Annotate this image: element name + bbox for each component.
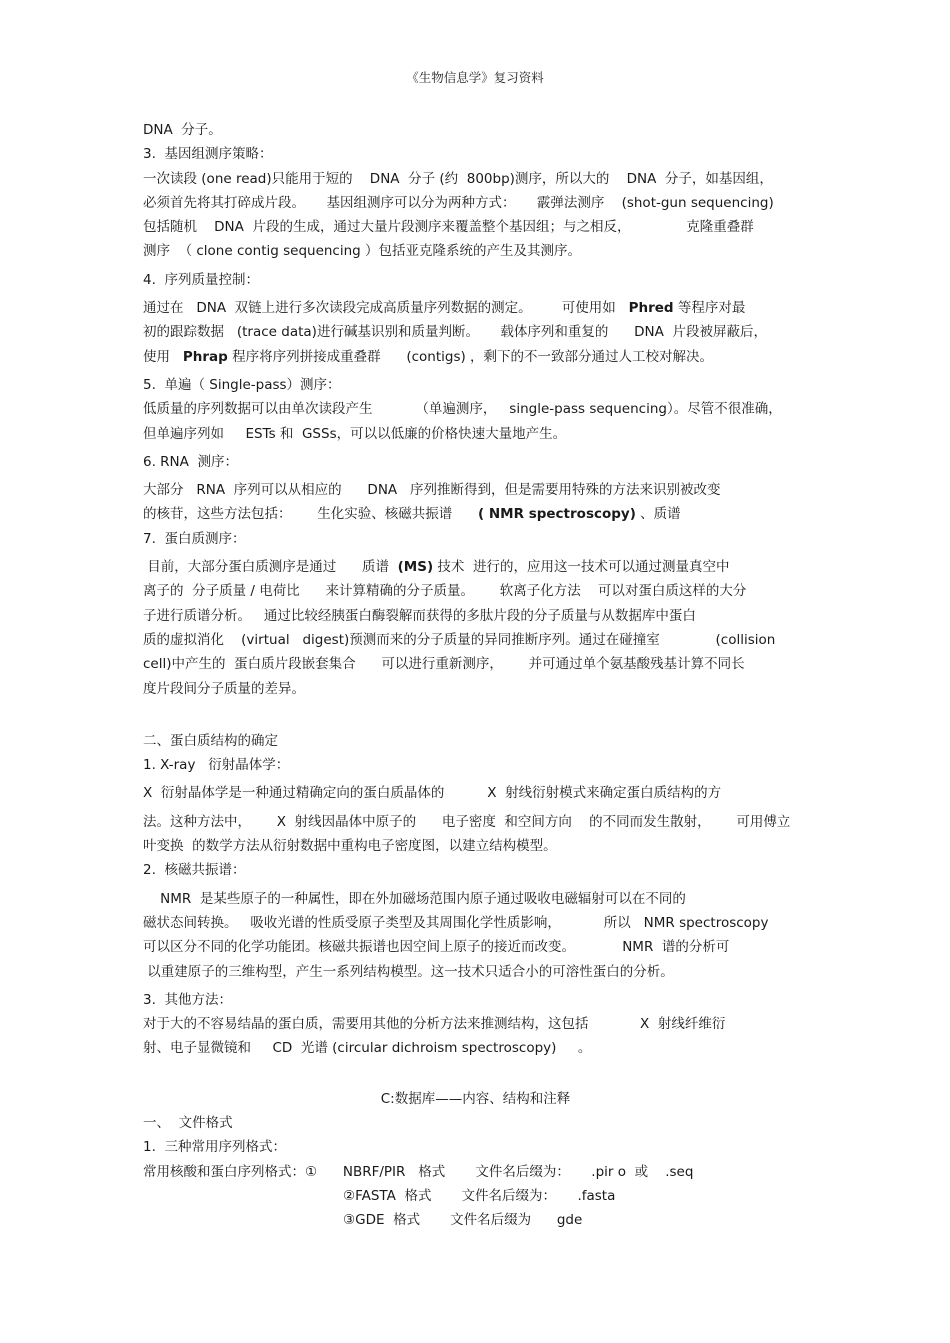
paragraph-line: 初的跟踪数据 (trace data)进行碱基识别和质量判断。 载体序列和重复的 DNA 片段被屏蔽后，	[143, 324, 767, 341]
heading-protein-structure: 二、蛋白质结构的确定	[143, 732, 278, 749]
page-header: 《生物信息学》复习资料	[406, 70, 544, 85]
paragraph-line: NMR 是某些原子的一种属性，即在外加磁场范围内原子通过吸收电磁辐射可以在不同的	[143, 890, 686, 907]
format-list-item: ②FASTA 格式 文件名后缀为： .fasta	[343, 1187, 616, 1204]
paragraph-line: 法。这种方法中， X 射线因晶体中原子的 电子密度 和空间方向 的不同而发生散射， 可用傅立	[143, 813, 791, 830]
text-run: 目前，大部分蛋白质测序是通过 质谱	[143, 559, 398, 576]
text-run: 、质谱	[635, 506, 681, 523]
paragraph-line: X 衍射晶体学是一种通过精确定向的蛋白质晶体的 X 射线衍射模式来确定蛋白质结构的方	[143, 785, 722, 802]
paragraph-line: 大部分 RNA 序列可以从相应的 DNA 序列推断得到，但是需要用特殊的方法来识别被改变	[143, 482, 721, 499]
paragraph-line: 包括随机 DNA 片段的生成，通过大量片段测序来覆盖整个基因组；与之相反， 克隆重叠群	[143, 219, 754, 236]
text-run: 使用	[143, 348, 183, 365]
paragraph-line	[143, 296, 808, 320]
bold-term-nmr: ( NMR spectroscopy)	[478, 506, 636, 523]
paragraph-line: 离子的 分子质量 / 电荷比 来计算精确的分子质量。 软离子化方法 可以对蛋白质这样的大分	[143, 583, 747, 600]
paragraph-line: 射、电子显微镜和 CD 光谱 (circular dichroism spectroscopy) 。	[143, 1040, 592, 1057]
text-run: 技术 进行的，应用这一技术可以通过测量真空中	[433, 559, 730, 576]
text-run: 程序将序列拼接成重叠群 (contigs) ，剩下的不一致部分通过人工校对解决。	[227, 348, 714, 365]
bold-term-phrap: Phrap	[182, 348, 228, 365]
heading-single-pass: 5. 单遍（ Single-pass）测序：	[143, 376, 341, 393]
paragraph-line: 叶变换 的数学方法从衍射数据中重构电子密度图，以建立结构模型。	[143, 838, 557, 855]
heading-database-section: C:数据库——内容、结构和注释	[380, 1090, 571, 1107]
heading-file-formats: 一、 文件格式	[143, 1114, 233, 1131]
heading-other-methods: 3. 其他方法：	[143, 991, 232, 1008]
paragraph-line: 对于大的不容易结晶的蛋白质，需要用其他的分析方法来推测结构，这包括 X 射线纤维衍	[143, 1016, 726, 1033]
heading-xray: 1. X-ray 衍射晶体学：	[143, 757, 290, 774]
heading-rna-sequencing: 6. RNA 测序：	[143, 453, 238, 470]
document-body	[143, 118, 808, 1232]
heading-sequence-formats: 1. 三种常用序列格式：	[143, 1139, 286, 1156]
heading-protein-sequencing: 7. 蛋白质测序：	[143, 530, 246, 547]
paragraph-line: 子进行质谱分析。 通过比较经胰蛋白酶裂解而获得的多肽片段的分子质量与从数据库中蛋白	[143, 607, 696, 624]
format-list-item: ③GDE 格式 文件名后缀为 gde	[343, 1212, 583, 1229]
paragraph-line: 低质量的序列数据可以由单次读段产生 （单遍测序， single-pass sequencing）。尽管不很准确，	[143, 401, 782, 418]
paragraph-line: 质的虚拟消化 (virtual digest)预测而来的分子质量的异同推断序列。通过在碰撞室 (collision	[143, 631, 776, 648]
paragraph-line: cell)中产生的 蛋白质片段嵌套集合 可以进行重新测序， 并可通过单个氨基酸残基计算不同长	[143, 656, 745, 673]
paragraph-line: 磁状态间转换。 吸收光谱的性质受原子类型及其周围化学性质影响， 所以 NMR spectroscopy	[143, 914, 769, 931]
paragraph-line: 测序 （ clone contig sequencing ）包括亚克隆系统的产生及其测序。	[143, 243, 582, 260]
paragraph-line: 但单遍序列如 ESTs 和 GSSs，可以以低廉的价格快速大量地产生。	[143, 425, 567, 442]
heading-genome-sequencing: 3. 基因组测序策略：	[143, 146, 273, 163]
heading-quality-control: 4. 序列质量控制：	[143, 271, 259, 288]
bold-term-ms: (MS)	[397, 559, 434, 576]
paragraph-line: 可以区分不同的化学功能团。核磁共振谱也因空间上原子的接近而改变。 NMR 谱的分析可	[143, 939, 730, 956]
text-run: 等程序对最	[673, 300, 746, 317]
paragraph-line: 一次读段 (one read)只能用于短的 DNA 分子 (约 800bp)测序，所以大的 DNA 分子，如基因组，	[143, 170, 773, 187]
paragraph-line	[143, 502, 808, 526]
bold-term-phred: Phred	[628, 300, 674, 317]
paragraph-line: 以重建原子的三维构型，产生一系列结构模型。这一技术只适合小的可溶性蛋白的分析。	[143, 963, 674, 980]
paragraph-line: 必须首先将其打碎成片段。 基因组测序可以分为两种方式： 霰弹法测序 (shot-gun sequencing)	[143, 194, 774, 211]
paragraph-dna-end: DNA 分子。	[143, 122, 222, 138]
text-run: 通过在 DNA 双链上进行多次读段完成高质量序列数据的测定。 可使用如	[143, 300, 629, 317]
format-list-item: 常用核酸和蛋白序列格式：① NBRF/PIR 格式 文件名后缀为： .pir o 或 .seq	[143, 1163, 694, 1180]
paragraph-line	[143, 555, 808, 579]
paragraph-line	[143, 345, 808, 369]
heading-nmr: 2. 核磁共振谱：	[143, 862, 246, 879]
text-run: 的核苷，这些方法包括： 生化实验、核磁共振谱	[143, 506, 478, 523]
paragraph-line: 度片段间分子质量的差异。	[143, 680, 305, 697]
